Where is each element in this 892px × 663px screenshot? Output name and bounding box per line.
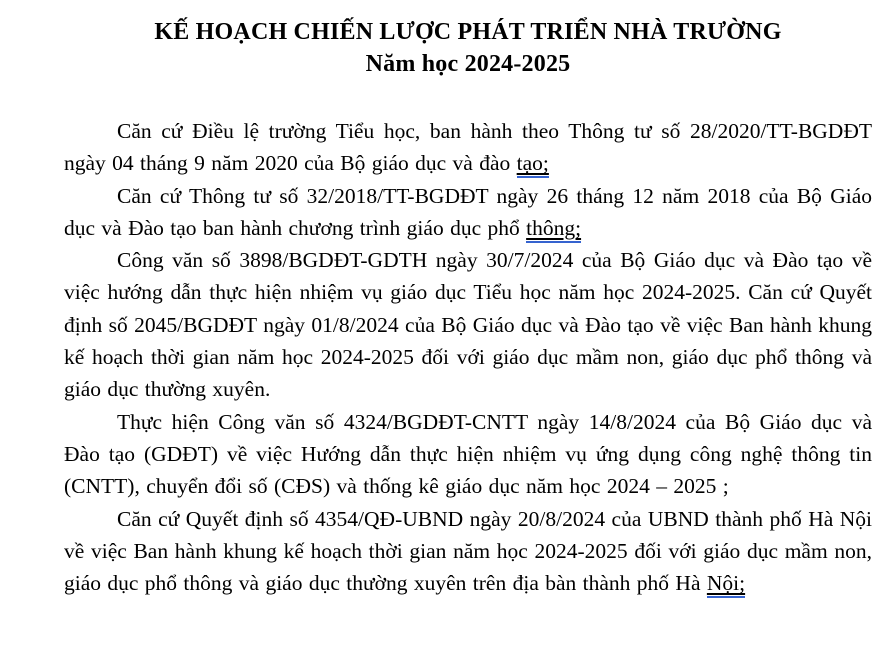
- paragraph-can-cu-dieu-le: [64, 115, 872, 180]
- paragraph-text: Công văn số 3898/BGDĐT-GDTH ngày 30/7/2024 của Bộ Giáo dục và Đào tạo về việc hướng dẫn thực hiện nhiệm vụ giáo dục Tiểu học năm học 2024-2025. Căn cứ Quyết định số 2045/BGDĐT ngày 01/8/2024 của Bộ Giáo dục và Đào tạo về việc Ban hành khung kế hoạch thời gian năm học 2024-2025 đối với giáo dục mầm non, giáo dục phổ thông và giáo dục thường xuyên.: [64, 248, 872, 402]
- grammar-marked-text: thông;: [526, 216, 581, 243]
- paragraph-can-cu-quyet-dinh-4354: [64, 503, 872, 600]
- document-title-line1: KẾ HOẠCH CHIẾN LƯỢC PHÁT TRIỂN NHÀ TRƯỜNG: [154, 19, 782, 45]
- paragraph-can-cu-thong-tu: [64, 180, 872, 245]
- grammar-marked-text: tạo;: [517, 151, 549, 178]
- paragraph-text: Căn cứ Quyết định số 4354/QĐ-UBND ngày 20/8/2024 của UBND thành phố Hà Nội về việc Ban hành khung kế hoạch thời gian năm học 2024-2025 đối với giáo dục mầm non, giáo dục phổ thông và giáo dục thường xuyên trên địa bàn thành phố Hà: [64, 506, 872, 596]
- paragraph-text: Thực hiện Công văn số 4324/BGDĐT-CNTT ngày 14/8/2024 của Bộ Giáo dục và Đào tạo (GDĐT) về việc Hướng dẫn thực hiện nhiệm vụ ứng dụng công nghệ thông tin (CNTT), chuyển đổi số (CĐS) và thống kê giáo dục năm học 2024 – 2025 ;: [64, 409, 872, 499]
- paragraph-text: Căn cứ Điều lệ trường Tiểu học, ban hành theo Thông tư số 28/2020/TT-BGDĐT ngày 04 tháng 9 năm 2020 của Bộ giáo dục và đào: [64, 119, 872, 176]
- paragraph-thuc-hien-cong-van-4324: [64, 406, 872, 503]
- document-title: [64, 16, 872, 80]
- document-body: [64, 115, 872, 599]
- document-title-line2: Năm học 2024-2025: [365, 51, 571, 77]
- grammar-marked-text: Nội;: [707, 571, 745, 598]
- paragraph-text: Căn cứ Thông tư số 32/2018/TT-BGDĐT ngày 26 tháng 12 năm 2018 của Bộ Giáo dục và Đào tạo ban hành chương trình giáo dục phổ: [64, 183, 872, 240]
- paragraph-cong-van-3898: [64, 244, 872, 405]
